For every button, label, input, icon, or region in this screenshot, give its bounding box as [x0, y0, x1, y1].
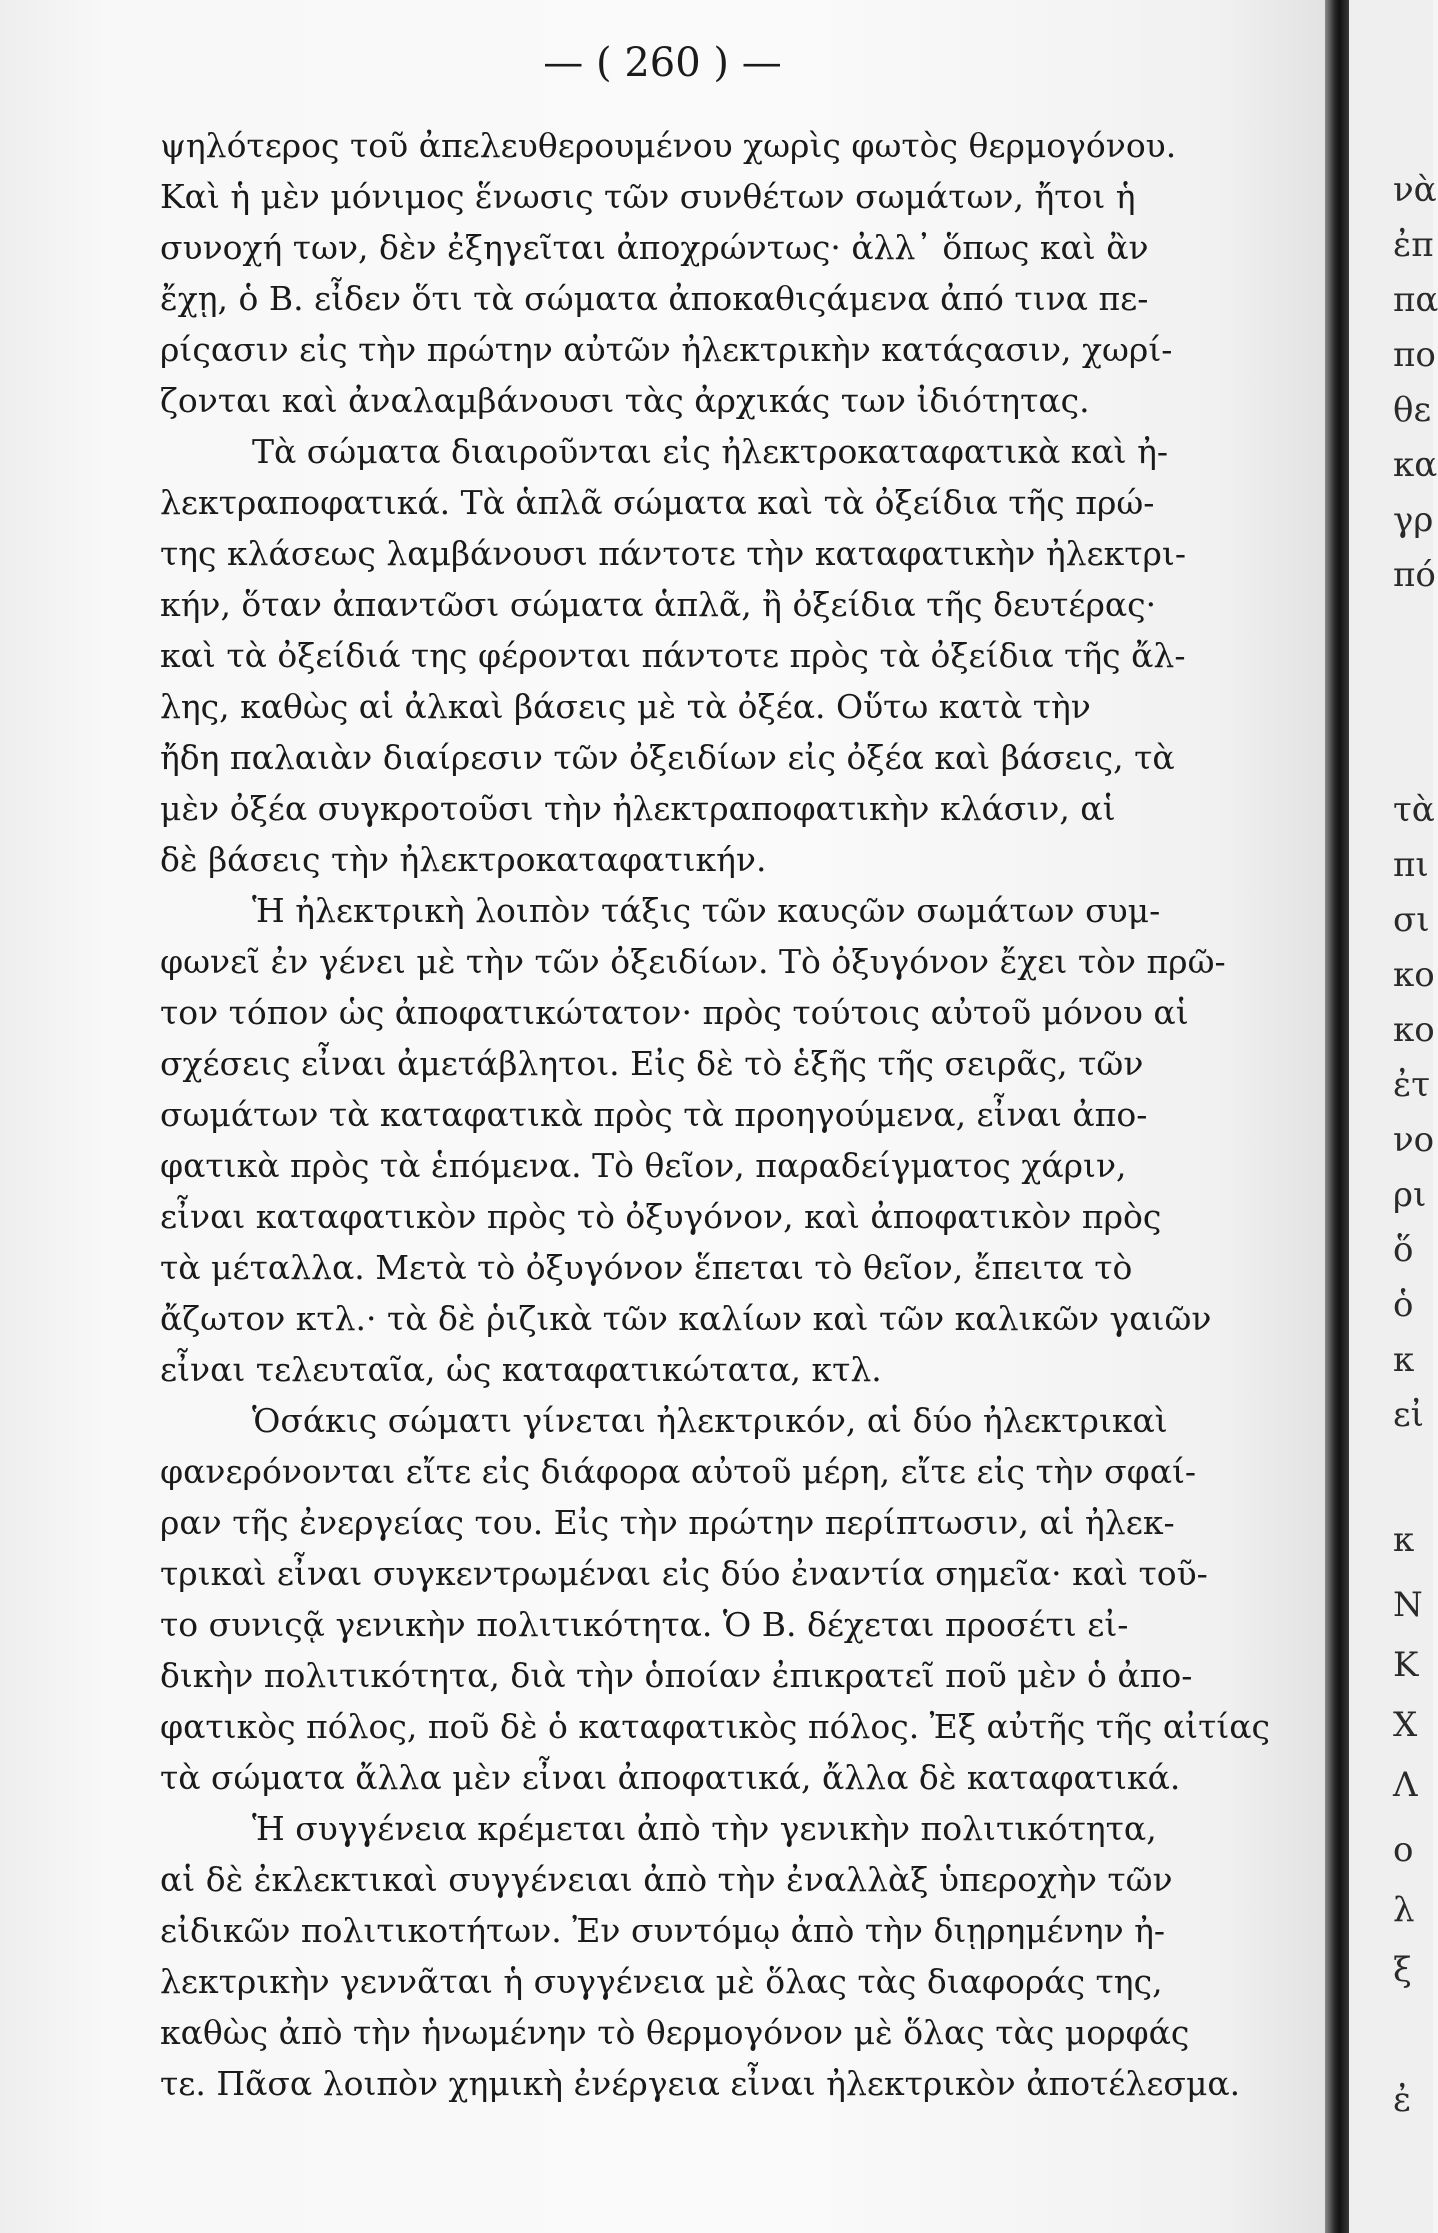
text-line: εἰδικῶν πολιτικοτήτων. Ἐν συντόμῳ ἀπὸ τὴν διῃρημένην ἠ-: [160, 1911, 1166, 1950]
facing-page-fragment: κα: [1393, 445, 1438, 485]
facing-page-fragment: τὰ: [1393, 790, 1435, 830]
text-line: τε. Πᾶσα λοιπὸν χημικὴ ἐνέργεια εἶναι ἠλεκτρικὸν ἀποτέλεσμα.: [160, 2064, 1241, 2103]
facing-page-fragment: ο: [1393, 1830, 1414, 1870]
facing-page-fragment: K: [1393, 1645, 1419, 1685]
text-line: δὲ βάσεις τὴν ἠλεκτροκαταφατικήν.: [160, 840, 767, 879]
facing-page-fragment: κο: [1393, 1010, 1435, 1050]
text-line: λεκτραποφατικά. Τὰ ἁπλᾶ σώματα καὶ τὰ ὀξείδια τῆς πρώ-: [160, 483, 1155, 522]
text-line: ζονται καὶ ἀναλαμβάνουσι τὰς ἀρχικάς των ἰδιότητας.: [160, 381, 1090, 420]
text-line: ἄζωτον κτλ.· τὰ δὲ ῥιζικὰ τῶν καλίων καὶ τῶν καλικῶν γαιῶν: [160, 1299, 1212, 1338]
text-line: Ἡ ἠλεκτρικὴ λοιπὸν τάξις τῶν καυςῶν σωμάτων συμ-: [252, 891, 1161, 930]
text-line: τὰ σώματα ἄλλα μὲν εἶναι ἀποφατικά, ἄλλα δὲ καταφατικά.: [160, 1758, 1181, 1797]
text-line: το συνιςᾷ γενικὴν πολιτικότητα. Ὁ Β. δέχεται προσέτι εἰ-: [160, 1605, 1129, 1644]
facing-page-fragment: ἐτ: [1393, 1065, 1431, 1105]
right-page-edge: [1349, 0, 1438, 2233]
text-line: τὰ μέταλλα. Μετὰ τὸ ὀξυγόνον ἕπεται τὸ θεῖον, ἔπειτα τὸ: [160, 1248, 1133, 1287]
facing-page-fragment: εἰ: [1393, 1395, 1424, 1435]
facing-page-fragment: ρι: [1393, 1175, 1427, 1215]
facing-page-fragment: ἐπ: [1393, 225, 1434, 265]
facing-page-fragment: νο: [1393, 1120, 1435, 1160]
text-line: Ὁσάκις σώματι γίνεται ἠλεκτρικόν, αἱ δύο ἠλεκτρικαὶ: [252, 1401, 1168, 1440]
text-line: Καὶ ἡ μὲν μόνιμος ἕνωσις τῶν συνθέτων σωμάτων, ἤτοι ἡ: [160, 177, 1136, 216]
facing-page-fragment: λ: [1393, 1890, 1415, 1930]
facing-page-fragment: πι: [1393, 845, 1429, 885]
text-line: καὶ τὰ ὀξείδιά της φέρονται πάντοτε πρὸς τὰ ὀξείδια τῆς ἄλ-: [160, 636, 1186, 675]
facing-page-fragment: κ: [1393, 1340, 1415, 1380]
text-line: λεκτρικὴν γεννᾶται ἡ συγγένεια μὲ ὅλας τὰς διαφοράς της,: [160, 1962, 1163, 2001]
facing-page-fragment: πο: [1393, 335, 1436, 375]
facing-page-fragment: νὰ: [1393, 170, 1437, 210]
page-body-text: [160, 120, 1285, 2109]
text-line: φωνεῖ ἐν γένει μὲ τὴν τῶν ὀξειδίων. Τὸ ὀξυγόνον ἔχει τὸν πρῶ-: [160, 942, 1226, 981]
text-line: ρίςασιν εἰς τὴν πρώτην αὐτῶν ἠλεκτρικὴν κατάςασιν, χωρί-: [160, 330, 1173, 369]
text-line: συνοχή των, δὲν ἐξηγεῖται ἀποχρώντως· ἀλλ᾽ ὅπως καὶ ἂν: [160, 228, 1149, 267]
text-line: φατικὸς πόλος, ποῦ δὲ ὁ καταφατικὸς πόλος. Ἐξ αὐτῆς τῆς αἰτίας: [160, 1707, 1271, 1746]
book-gutter: [1325, 0, 1349, 2233]
facing-page-fragment: κο: [1393, 955, 1435, 995]
text-line: φανερόνονται εἴτε εἰς διάφορα αὐτοῦ μέρη, εἴτε εἰς τὴν σφαί-: [160, 1452, 1197, 1491]
text-line: καθὼς ἀπὸ τὴν ἡνωμένην τὸ θερμογόνον μὲ ὅλας τὰς μορφάς: [160, 2013, 1190, 2052]
facing-page-fragment: ξ: [1393, 1950, 1412, 1990]
page-header: — ( 260 ) —: [543, 40, 782, 86]
facing-page-fragment: Λ: [1393, 1765, 1418, 1805]
text-line: μὲν ὀξέα συγκροτοῦσι τὴν ἠλεκτραποφατικὴν κλάσιν, αἱ: [160, 789, 1116, 828]
facing-page-fragment: πα: [1393, 280, 1438, 320]
text-line: φατικὰ πρὸς τὰ ἑπόμενα. Τὸ θεῖον, παραδείγματος χάριν,: [160, 1146, 1127, 1185]
facing-page-fragment: X: [1393, 1705, 1418, 1745]
text-line: δικὴν πολιτικότητα, διὰ τὴν ὁποίαν ἐπικρατεῖ ποῦ μὲν ὁ ἀπο-: [160, 1656, 1193, 1695]
text-line: σχέσεις εἶναι ἀμετάβλητοι. Εἰς δὲ τὸ ἑξῆς τῆς σειρᾶς, τῶν: [160, 1044, 1144, 1083]
text-line: της κλάσεως λαμβάνουσι πάντοτε τὴν καταφατικὴν ἠλεκτρι-: [160, 534, 1186, 573]
facing-page-fragment: κ: [1393, 1520, 1415, 1560]
facing-page-fragment: σι: [1393, 900, 1430, 940]
facing-page-fragment: θε: [1393, 390, 1432, 430]
text-line: ἔχῃ, ὁ Β. εἶδεν ὅτι τὰ σώματα ἀποκαθιςάμενα ἀπό τινα πε-: [160, 279, 1149, 318]
text-line: Τὰ σώματα διαιροῦνται εἰς ἠλεκτροκαταφατικὰ καὶ ἠ-: [252, 432, 1169, 471]
text-line: κήν, ὅταν ἀπαντῶσι σώματα ἁπλᾶ, ἢ ὀξείδια τῆς δευτέρας·: [160, 585, 1157, 624]
facing-page-fragment: ὁ: [1393, 1285, 1414, 1325]
text-line: ἤδη παλαιὰν διαίρεσιν τῶν ὀξειδίων εἰς ὀξέα καὶ βάσεις, τὰ: [160, 738, 1175, 777]
text-line: εἶναι καταφατικὸν πρὸς τὸ ὀξυγόνον, καὶ ἀποφατικὸν πρὸς: [160, 1197, 1162, 1236]
text-line: Ἡ συγγένεια κρέμεται ἀπὸ τὴν γενικὴν πολιτικότητα,: [252, 1809, 1157, 1848]
facing-page-fragment: N: [1393, 1585, 1423, 1625]
text-line: ψηλότερος τοῦ ἀπελευθερουμένου χωρὶς φωτὸς θερμογόνου.: [160, 126, 1177, 165]
text-line: τον τόπον ὡς ἀποφατικώτατον· πρὸς τούτοις αὐτοῦ μόνου αἱ: [160, 993, 1189, 1032]
facing-page-fragment: ἐ: [1393, 2080, 1412, 2120]
facing-page-fragment: πό: [1393, 555, 1436, 595]
text-line: τρικαὶ εἶναι συγκεντρωμέναι εἰς δύο ἐναντία σημεῖα· καὶ τοῦ-: [160, 1554, 1208, 1593]
facing-page-fragment: γρ: [1393, 500, 1434, 540]
text-line: λης, καθὼς αἱ ἀλκαὶ βάσεις μὲ τὰ ὀξέα. Οὕτω κατὰ τὴν: [160, 687, 1091, 726]
text-line: ραν τῆς ἐνεργείας του. Εἰς τὴν πρώτην περίπτωσιν, αἱ ἠλεκ-: [160, 1503, 1175, 1542]
text-line: σωμάτων τὰ καταφατικὰ πρὸς τὰ προηγούμενα, εἶναι ἀπο-: [160, 1095, 1148, 1134]
text-line: εἶναι τελευταῖα, ὡς καταφατικώτατα, κτλ.: [160, 1350, 882, 1389]
text-line: αἱ δὲ ἐκλεκτικαὶ συγγένειαι ἀπὸ τὴν ἐναλλὰξ ὑπεροχὴν τῶν: [160, 1860, 1173, 1899]
facing-page-fragment: ὅ: [1393, 1230, 1414, 1270]
